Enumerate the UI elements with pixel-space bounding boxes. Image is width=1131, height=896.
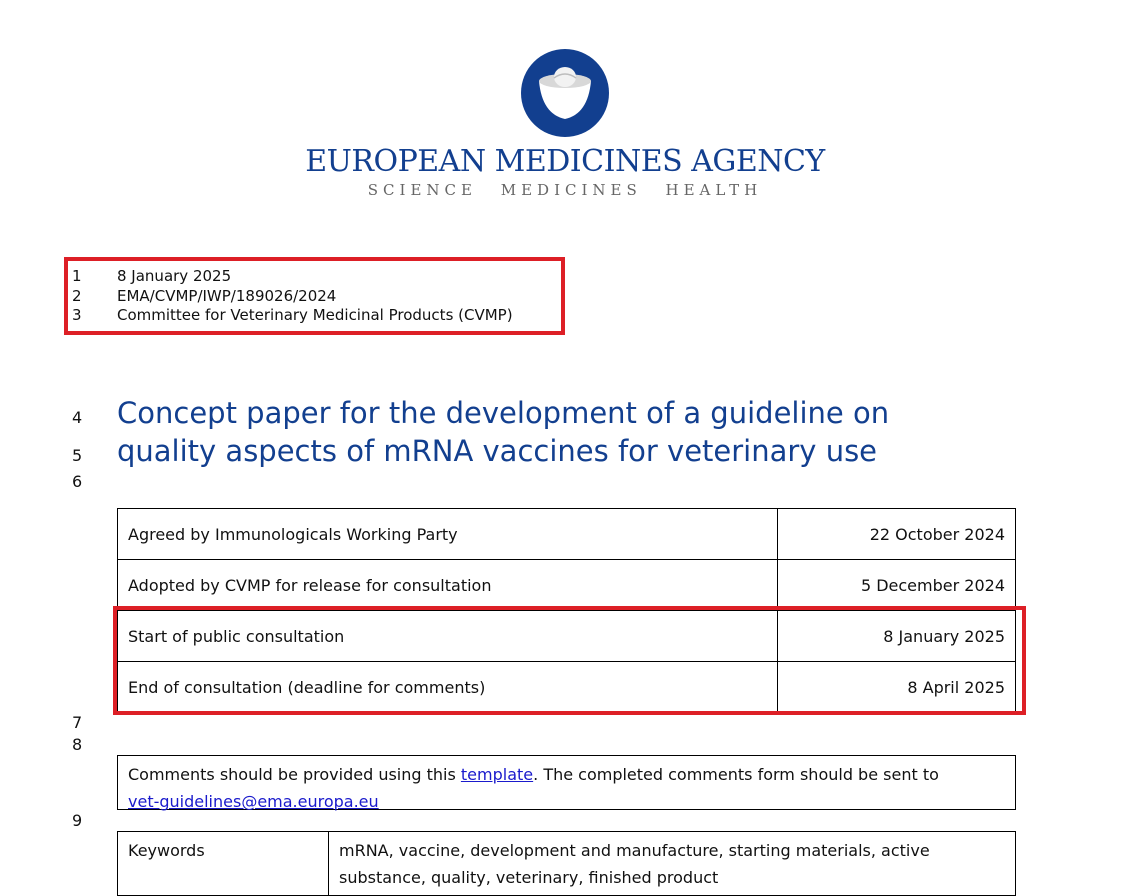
row-label: Adopted by CVMP for release for consultation bbox=[118, 560, 778, 611]
line-number: 9 bbox=[72, 811, 83, 830]
ema-logo-icon bbox=[520, 48, 610, 138]
committee-name: Committee for Veterinary Medicinal Products (CVMP) bbox=[117, 306, 513, 324]
comments-instructions bbox=[117, 755, 1016, 810]
row-label: End of consultation (deadline for comments) bbox=[118, 662, 778, 713]
comments-text-prefix: Comments should be provided using this bbox=[128, 765, 461, 784]
table-row bbox=[118, 560, 1016, 611]
agency-name: EUROPEAN MEDICINES AGENCY bbox=[305, 144, 825, 179]
table-row bbox=[118, 509, 1016, 560]
line-number: 8 bbox=[72, 735, 83, 754]
row-date: 5 December 2024 bbox=[778, 560, 1016, 611]
keywords-label: Keywords bbox=[118, 832, 329, 896]
keywords-value: mRNA, vaccine, development and manufacture, starting materials, active substance, quality, veterinary, finished product bbox=[329, 832, 1016, 896]
line-number: 5 bbox=[72, 446, 83, 465]
row-label: Agreed by Immunologicals Working Party bbox=[118, 509, 778, 560]
row-date: 8 April 2025 bbox=[778, 662, 1016, 713]
document-date: 8 January 2025 bbox=[117, 267, 232, 285]
row-date: 22 October 2024 bbox=[778, 509, 1016, 560]
row-label: Start of public consultation bbox=[118, 611, 778, 662]
line-number: 1 bbox=[72, 267, 82, 285]
document-title bbox=[117, 394, 997, 470]
line-number: 4 bbox=[72, 408, 83, 427]
keywords-table bbox=[117, 831, 1016, 896]
comments-text-suffix: . The completed comments form should be sent to bbox=[533, 765, 939, 784]
line-number: 3 bbox=[72, 306, 82, 324]
template-link[interactable]: template bbox=[460, 765, 534, 784]
table-row bbox=[118, 832, 1016, 896]
line-number: 6 bbox=[72, 472, 83, 491]
consultation-highlight-box bbox=[113, 606, 1026, 715]
email-link[interactable]: vet-guidelines@ema.europa.eu bbox=[128, 792, 379, 811]
line-number: 2 bbox=[72, 287, 82, 305]
line-number: 7 bbox=[72, 713, 83, 732]
title-line-1: Concept paper for the development of a guideline on bbox=[117, 396, 890, 430]
header-highlight-box bbox=[64, 257, 565, 335]
document-reference: EMA/CVMP/IWP/189026/2024 bbox=[117, 287, 337, 305]
title-line-2: quality aspects of mRNA vaccines for veterinary use bbox=[117, 434, 878, 468]
row-date: 8 January 2025 bbox=[778, 611, 1016, 662]
agency-tagline: SCIENCE MEDICINES HEALTH bbox=[367, 181, 763, 199]
